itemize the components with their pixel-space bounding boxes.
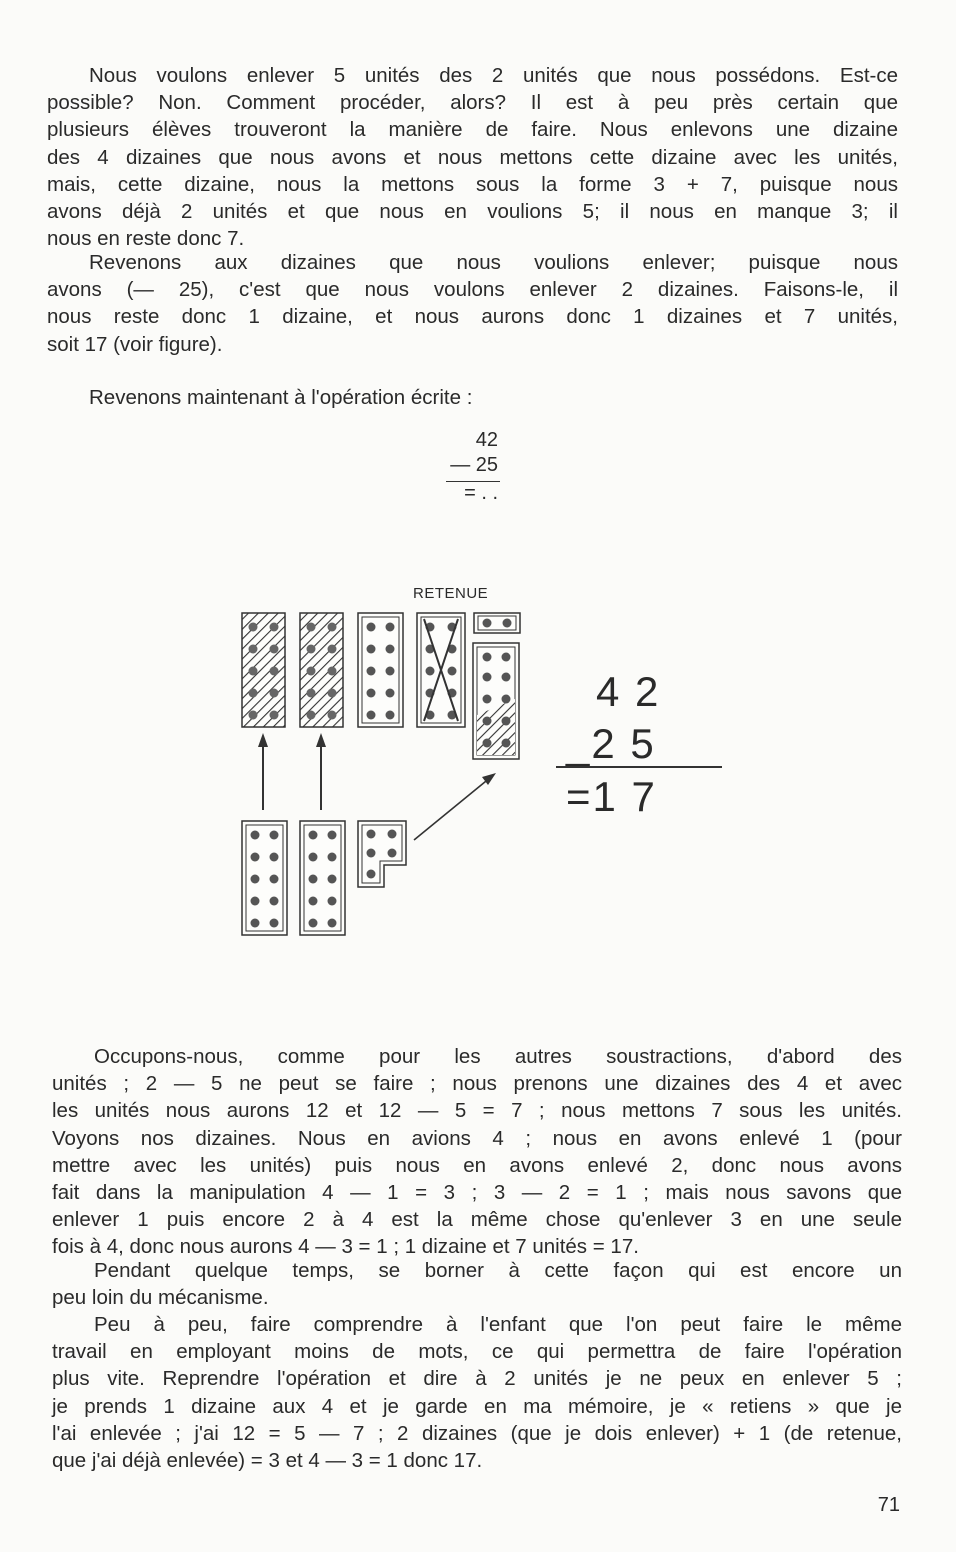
tens-bar-crossed xyxy=(417,613,465,727)
arrow-up-icon xyxy=(258,733,268,810)
tens-bar-hatched xyxy=(300,613,343,727)
units-shape-initial xyxy=(358,821,406,887)
paragraph-3: Revenons maintenant à l'opération écrite : xyxy=(89,386,473,409)
retenue-label: RETENUE xyxy=(413,585,489,602)
arrow-up-icon xyxy=(316,733,326,810)
figure-minuend: 4 2 xyxy=(596,668,661,715)
tens-bar-initial xyxy=(300,821,345,935)
paragraph-line: possible? Non. Comment procéder, alors? Il est à peu près certain que xyxy=(47,91,898,115)
figure-subtrahend: _2 5 xyxy=(566,720,656,767)
paragraph-line: Occupons-nous, comme pour les autres soustractions, d'abord des xyxy=(94,1045,902,1068)
paragraph-line: je prends 1 dizaine aux 4 et je garde en ma mémoire, je « retiens » que je xyxy=(52,1394,902,1418)
paragraph-line: nous reste donc 1 dizaine, et nous aurons donc 1 dizaines et 7 unités, xyxy=(47,305,898,329)
paragraph-line: l'ai enlevée ; j'ai 12 = 5 — 7 ; 2 dizaines (que je dois enlever) + 1 (de retenue, xyxy=(52,1421,902,1445)
page-number: 71 xyxy=(877,1494,900,1516)
operation-result: = . . xyxy=(464,482,498,504)
retenue-units-bar xyxy=(473,643,519,759)
paragraph-line: mettre avec les unités) puis nous en avons enlevé 2, donc nous avons xyxy=(52,1153,902,1177)
paragraph-line: soit 17 (voir figure). xyxy=(47,332,223,356)
paragraph-line: fait dans la manipulation 4 — 1 = 3 ; 3 — 2 = 1 ; mais nous savons que xyxy=(52,1181,902,1205)
manipulation-figure xyxy=(236,605,736,945)
tens-bar-initial xyxy=(242,821,287,935)
paragraph-1 xyxy=(47,62,898,252)
paragraph-line: les unités nous aurons 12 et 12 — 5 = 7 ; nous mettons 7 sous les unités. xyxy=(52,1099,902,1123)
retenue-units-box xyxy=(474,613,520,633)
paragraph-line: nous en reste donc 7. xyxy=(47,227,245,251)
paragraph-line: unités ; 2 — 5 ne peut se faire ; nous prenons une dizaines des 4 et avec xyxy=(52,1072,902,1096)
tens-bar-remaining xyxy=(358,613,403,727)
figure-result: =1 7 xyxy=(566,773,657,820)
figure-rule xyxy=(556,766,722,768)
paragraph-5 xyxy=(52,1257,902,1311)
paragraph-line: Pendant quelque temps, se borner à cette façon qui est encore un xyxy=(94,1259,902,1282)
tens-bar-hatched xyxy=(242,613,285,727)
paragraph-6 xyxy=(52,1311,902,1474)
paragraph-line: mais, cette dizaine, nous la mettons sous la forme 3 + 7, puisque nous xyxy=(47,172,898,196)
paragraph-line: fois à 4, donc nous aurons 4 — 3 = 1 ; 1 dizaine et 7 unités = 17. xyxy=(52,1235,639,1259)
paragraph-4 xyxy=(52,1043,902,1261)
paragraph-line: peu loin du mécanisme. xyxy=(52,1286,269,1310)
paragraph-line: que j'ai déjà enlevée) = 3 et 4 — 3 = 1 donc 17. xyxy=(52,1449,483,1473)
paragraph-line: Nous voulons enlever 5 unités des 2 unités que nous possédons. Est-ce xyxy=(89,64,898,87)
operation-subtrahend: — 25 xyxy=(450,454,498,476)
paragraph-2 xyxy=(47,249,898,358)
paragraph-line: plusieurs élèves trouveront la manière de faire. Nous enlevons une dizaine xyxy=(47,118,898,142)
paragraph-line: Revenons aux dizaines que nous voulions enlever; puisque nous xyxy=(89,251,898,274)
paragraph-line: avons (— 25), c'est que nous voulons enlever 2 dizaines. Faisons-le, il xyxy=(47,278,898,302)
arrow-diagonal-icon xyxy=(414,773,496,840)
paragraph-line: avons déjà 2 unités et que nous en voulions 5; il nous en manque 3; il xyxy=(47,200,898,224)
paragraph-line: plus vite. Reprendre l'opération et dire à 2 unités je ne peux en enlever 5 ; xyxy=(52,1367,902,1391)
operation-minuend: 42 xyxy=(475,429,498,451)
paragraph-line: des 4 dizaines que nous avons et nous mettons cette dizaine avec les unités, xyxy=(47,145,898,169)
paragraph-line: enlever 1 puis encore 2 à 4 est la même chose qu'enlever 3 en une seule xyxy=(52,1208,902,1232)
paragraph-line: Voyons nos dizaines. Nous en avions 4 ; nous en avons enlevé 1 (pour xyxy=(52,1126,902,1150)
paragraph-line: Peu à peu, faire comprendre à l'enfant que l'on peut faire le même xyxy=(94,1313,902,1336)
paragraph-line: travail en employant moins de mots, ce qui permettra de faire l'opération xyxy=(52,1340,902,1364)
